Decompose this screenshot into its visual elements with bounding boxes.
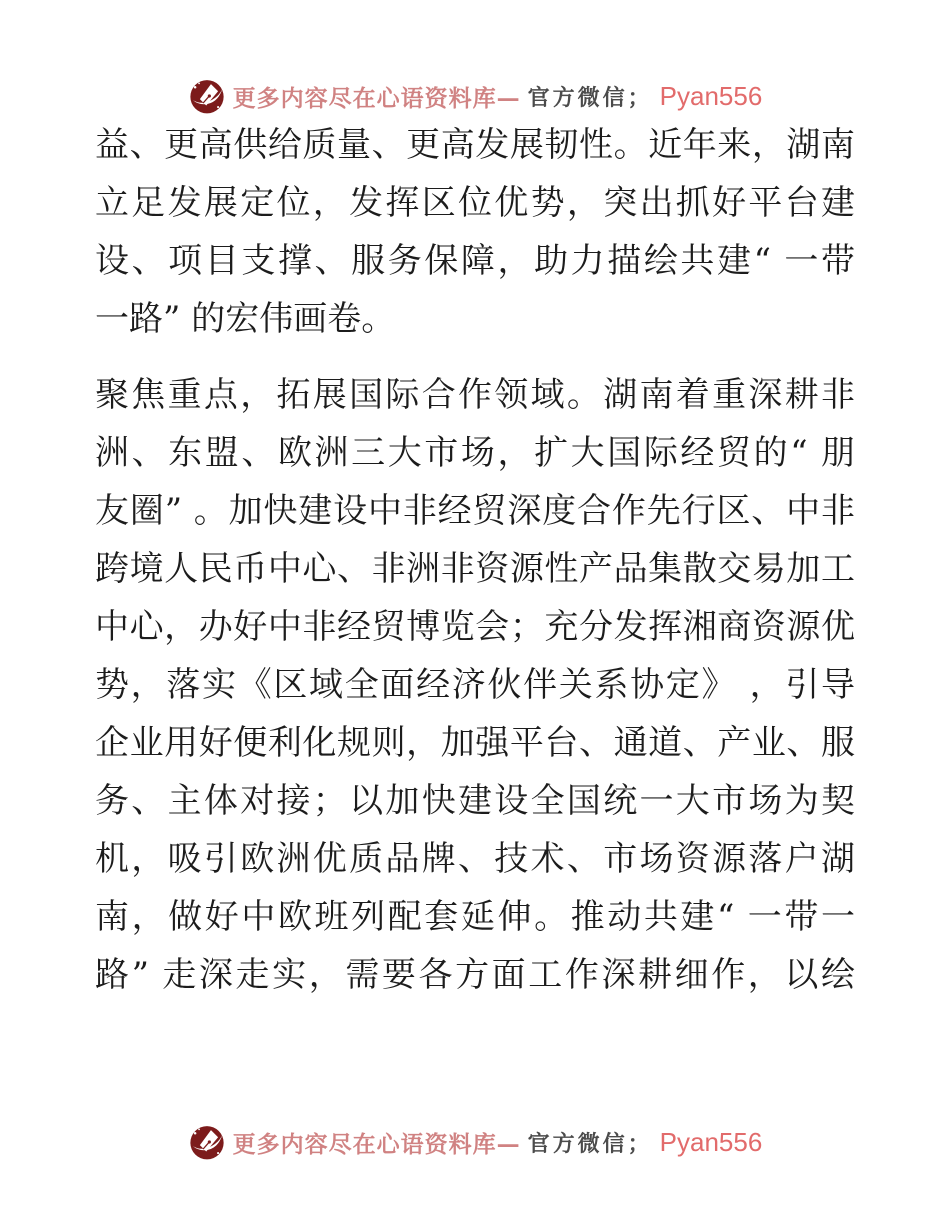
text-line: 聚焦重点，拓展国际合作领域。湖南着重深耕非 [95, 375, 855, 415]
text-line: 中心，办好中非经贸博览会；充分发挥湘商资源优 [95, 607, 855, 647]
text-line: 设、项目支撑、服务保障，助力描绘共建“ 一带 [95, 241, 855, 281]
text-line: 机，吸引欧洲优质品牌、技术、市场资源落户湖 [95, 839, 855, 879]
text-line: 务、主体对接；以加快建设全国统一大市场为契 [95, 781, 855, 821]
pen-nib-logo-icon [188, 73, 226, 119]
text-line: 立足发展定位，发挥区位优势，突出抓好平台建 [95, 183, 855, 223]
text-line: 路” 走深走实，需要各方面工作深耕细作，以绘 [95, 955, 855, 995]
text-line: 南，做好中欧班列配套延伸。推动共建“ 一带一 [95, 897, 855, 937]
watermark-wechat-id: Pyan556 [659, 1126, 763, 1157]
pen-nib-logo-icon [188, 1119, 226, 1165]
text-line: 益、更高供给质量、更高发展韧性。近年来，湖南 [95, 125, 855, 165]
watermark-wechat-id: Pyan556 [659, 80, 763, 111]
header-watermark [0, 70, 950, 122]
watermark-wechat-label: 官方微信； [527, 84, 653, 111]
text-line: 洲、东盟、欧洲三大市场，扩大国际经贸的“ 朋 [95, 433, 855, 473]
text-line: 企业用好便利化规则，加强平台、通道、产业、服 [95, 723, 855, 763]
article-body [95, 116, 855, 1004]
paragraph-2 [95, 366, 855, 1004]
text-line: 友圈” 。加快建设中非经贸深度合作先行区、中非 [95, 491, 855, 531]
watermark-brand-text: 更多内容尽在心语资料库— [232, 1130, 521, 1158]
text-line: 势，落实《区域全面经济伙伴关系协定》 ，引导 [95, 665, 855, 705]
paragraph-1 [95, 116, 855, 348]
text-line: 一路” 的宏伟画卷。 [95, 299, 396, 339]
watermark-brand-text: 更多内容尽在心语资料库— [232, 84, 521, 112]
watermark-wechat-label: 官方微信； [527, 1130, 653, 1157]
text-line: 跨境人民币中心、非洲非资源性产品集散交易加工 [95, 549, 855, 589]
footer-watermark [0, 1116, 950, 1168]
